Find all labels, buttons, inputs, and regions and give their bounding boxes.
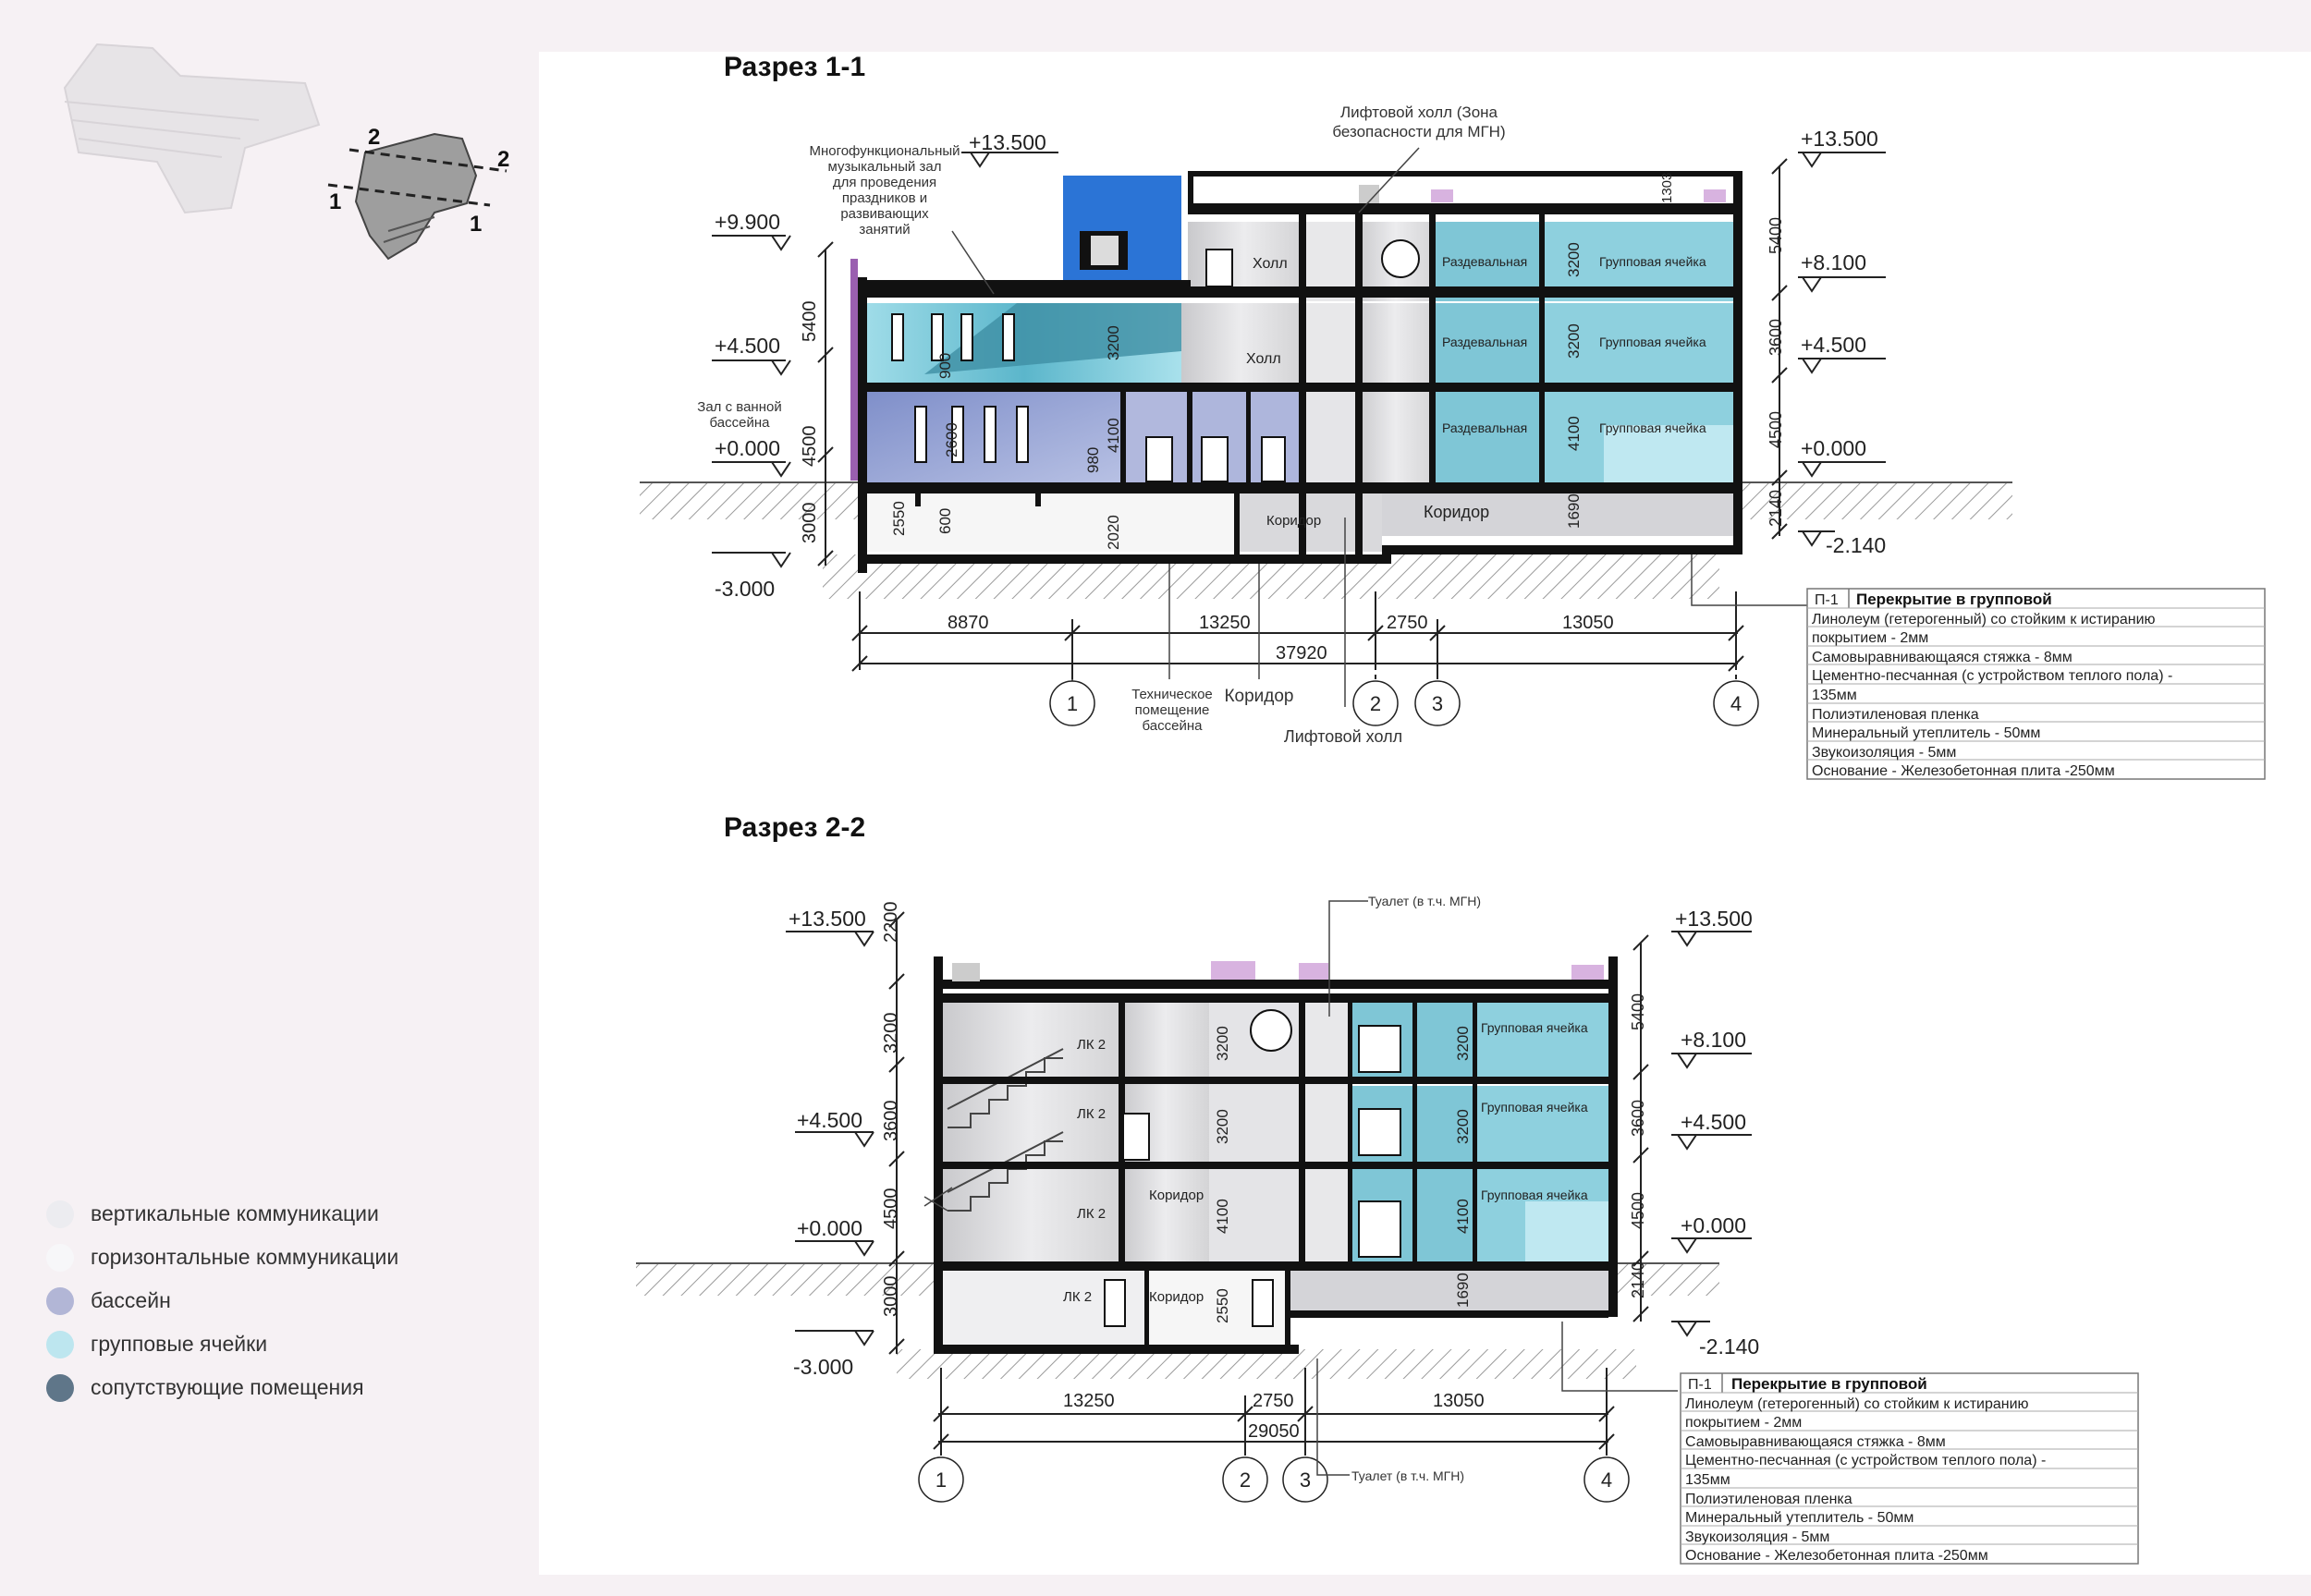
s2-dim-3200b: 3200: [1214, 1026, 1231, 1061]
s1-dim-4500b: 4500: [1767, 410, 1785, 448]
s2-dim-3000: 3000: [881, 1275, 901, 1317]
s1-callout-tech-0: Техническое: [1131, 687, 1213, 702]
room-label-corr-2: Коридор: [1424, 503, 1490, 521]
s2-spec-row-0: Линолеум (гетерогенный) со стойким к истиранию: [1685, 1396, 2029, 1412]
s1-axis-1: 1: [1066, 692, 1079, 715]
s1-dim-1303: 1303: [1659, 172, 1675, 203]
s2-spec-table: [1681, 1373, 2138, 1564]
s1-dim-900: 900: [936, 352, 954, 379]
s1-callout-tech-1: помещение: [1134, 702, 1210, 718]
s1-callout-lift-bottom: Лифтовой холл: [1283, 727, 1403, 746]
s1-level-4500-right: +4.500: [1801, 333, 1866, 357]
s2-level-0-right: +0.000: [1681, 1213, 1746, 1237]
s1-dim-1690: 1690: [1565, 493, 1583, 529]
s2-level-0-left: +0.000: [797, 1216, 862, 1240]
s2-level-top-right: +13.500: [1675, 907, 1753, 931]
s1-spec-row-3: Цементно-песчанная (с устройством теплого пола) -: [1812, 668, 2173, 684]
legend-item-pool: [46, 1279, 398, 1322]
s2-dim-4500b: 4500: [1629, 1191, 1647, 1229]
s2-room-lk-1: ЛК 2: [1077, 1206, 1107, 1222]
room-label-corr-1: Коридор: [1266, 513, 1322, 529]
room-razd-1: [1435, 388, 1543, 482]
s2-dim-4500a: 4500: [881, 1188, 901, 1229]
room-label-hall-top: Холл: [1253, 256, 1288, 272]
s1-spec-row-2: Самовыравнивающаяся стяжка - 8мм: [1812, 650, 2073, 665]
s1-callout-lift-top-1: безопасности для МГН): [1332, 123, 1506, 140]
s2-room-grp-3: [1477, 1003, 1608, 1078]
s1-level-m2140: -2.140: [1826, 533, 1887, 557]
s1-callout-music-1: музыкальный зал: [827, 159, 942, 175]
s2-spec-row-3: Цементно-песчанная (с устройством теплого пола) -: [1685, 1453, 2047, 1468]
s1-dim-5400a: 5400: [800, 300, 820, 342]
s2-hdim-13050: 13050: [1433, 1391, 1485, 1411]
s1-dim-5400b: 5400: [1767, 216, 1785, 254]
s2-spec-row-4: 135мм: [1685, 1472, 1730, 1488]
s2-level-top-left: +13.500: [789, 907, 866, 931]
s2-dim-4100b: 4100: [1454, 1199, 1472, 1234]
s1-callout-music-4: развивающих: [840, 206, 929, 222]
s1-axis-3: 3: [1431, 692, 1444, 715]
legend-label: сопутствующие помещения: [91, 1375, 364, 1399]
s1-dim-3000a: 3000: [800, 502, 820, 543]
key-plan: [65, 44, 509, 259]
s2-spec-row-6: Минеральный утеплитель - 50мм: [1685, 1510, 1914, 1526]
s2-room-corr-1: Коридор: [1149, 1188, 1204, 1203]
legend-label: горизонтальные коммуникации: [91, 1245, 399, 1269]
s1-level-top-right: +13.500: [1801, 127, 1878, 151]
s2-dim-4100a: 4100: [1214, 1199, 1231, 1234]
s2-callout-toilet-bottom: Туалет (в т.ч. МГН): [1351, 1468, 1465, 1483]
s1-spec-row-4: 135мм: [1812, 688, 1857, 703]
s1-level-0-right: +0.000: [1801, 436, 1866, 460]
s2-room-lk-4: ЛК 2: [1063, 1289, 1093, 1305]
s2-axis-1: 1: [935, 1468, 948, 1492]
legend: [46, 1192, 398, 1409]
s2-dim-3200a: 3200: [881, 1012, 901, 1054]
s2-dim-3200c: 3200: [1214, 1109, 1231, 1144]
keyplan-building-main: [65, 44, 319, 213]
s2-dim-3200d: 3200: [1454, 1026, 1472, 1061]
s1-dim-4100a: 4100: [1105, 418, 1122, 453]
s2-dim-3600b: 3600: [1629, 1099, 1647, 1137]
s1-level-top-left: +13.500: [969, 130, 1046, 154]
s1-dim-3200b: 3200: [1565, 242, 1583, 277]
s1-callout-pool-1: бассейна: [709, 415, 770, 431]
keyplan-label-1-right: 1: [470, 212, 483, 237]
s2-hdim-13250: 13250: [1063, 1391, 1115, 1411]
s1-dim-2600: 2600: [943, 422, 960, 457]
legend-item-service: [46, 1366, 398, 1409]
s2-spec-row-8: Основание - Железобетонная плита -250мм: [1685, 1548, 1988, 1564]
s2-dim-2140: 2140: [1629, 1261, 1647, 1298]
legend-swatch: [46, 1331, 74, 1358]
section-2-2: [636, 812, 2138, 1564]
s1-spec-title: Перекрытие в групповой: [1856, 591, 2052, 608]
keyplan-label-1-left: 1: [329, 189, 342, 214]
s1-spec-row-1: покрытием - 2мм: [1812, 630, 1929, 646]
s2-spec-title: Перекрытие в групповой: [1731, 1375, 1927, 1393]
s1-callout-pool-0: Зал с ванной: [697, 399, 782, 415]
section-1-1: [640, 52, 2265, 779]
s1-level-4500-left: +4.500: [715, 334, 780, 358]
s2-axis-4: 4: [1600, 1468, 1613, 1492]
s1-dim-2020: 2020: [1105, 515, 1122, 550]
s2-dim-1690: 1690: [1454, 1273, 1472, 1308]
room-label-grp-3: Групповая ячейка: [1599, 254, 1706, 269]
s1-hdim-2750: 2750: [1387, 613, 1428, 633]
s1-spec-table: [1807, 589, 2265, 779]
s2-level-4500-right: +4.500: [1681, 1110, 1746, 1134]
room-label-razd-1: Раздевальная: [1442, 420, 1528, 435]
s1-spec-row-7: Звукоизоляция - 5мм: [1812, 745, 1957, 761]
s1-dim-3200a: 3200: [1105, 325, 1122, 360]
legend-label: вертикальные коммуникации: [91, 1201, 379, 1225]
s1-dim-2550: 2550: [890, 501, 908, 536]
s2-dim-2200: 2200: [881, 901, 901, 943]
s1-spec-row-6: Минеральный утеплитель - 50мм: [1812, 725, 2041, 741]
s2-level-m2140: -2.140: [1699, 1334, 1760, 1358]
s1-level-m3000: -3.000: [715, 577, 776, 601]
s1-spec-row-8: Основание - Железобетонная плита -250мм: [1812, 763, 2115, 779]
legend-item-groups: [46, 1322, 398, 1366]
s2-room-grp-label-3: Групповая ячейка: [1481, 1020, 1588, 1035]
s1-dim-980: 980: [1084, 446, 1102, 473]
s1-callout-music-0: Многофункциональный: [809, 143, 960, 159]
s1-level-8100: +8.100: [1801, 250, 1866, 274]
s2-dim-2550: 2550: [1214, 1288, 1231, 1323]
s1-callout-tech-2: бассейна: [1142, 718, 1203, 734]
keyplan-label-2-right: 2: [497, 147, 510, 172]
s1-hdim-13050: 13050: [1562, 613, 1614, 633]
s2-room-grp-2: [1477, 1086, 1608, 1162]
s1-callout-music-5: занятий: [859, 222, 911, 238]
legend-item-horizontal: [46, 1236, 398, 1279]
s2-room-lk-3: ЛК 2: [1077, 1037, 1107, 1053]
s1-callout-music-2: для проведения: [832, 175, 937, 190]
s2-spec-row-7: Звукоизоляция - 5мм: [1685, 1529, 1830, 1545]
s1-dim-3600: 3600: [1767, 318, 1785, 356]
s1-spec-code: П-1: [1815, 592, 1839, 608]
s2-dim-3200e: 3200: [1454, 1109, 1472, 1144]
s2-spec-row-1: покрытием - 2мм: [1685, 1415, 1803, 1431]
legend-swatch: [46, 1287, 74, 1315]
s1-level-0-left: +0.000: [715, 436, 780, 460]
s2-dim-5400: 5400: [1629, 993, 1647, 1030]
legend-swatch: [46, 1374, 74, 1402]
s2-dim-3600a: 3600: [881, 1100, 901, 1141]
s1-level-9900: +9.900: [715, 210, 780, 234]
s2-room-grp-label-2: Групповая ячейка: [1481, 1100, 1588, 1115]
s1-hdim-13250: 13250: [1199, 613, 1251, 633]
s2-hdim-29050: 29050: [1248, 1421, 1300, 1442]
s1-hdim-8870: 8870: [948, 613, 989, 633]
s2-spec-row-2: Самовыравнивающаяся стяжка - 8мм: [1685, 1434, 1946, 1450]
s2-axis-2: 2: [1239, 1468, 1252, 1492]
s1-callout-corridor: Коридор: [1224, 687, 1294, 706]
legend-label: бассейн: [91, 1288, 171, 1312]
s2-hdim-2750: 2750: [1253, 1391, 1294, 1411]
s1-dim-3200c: 3200: [1565, 323, 1583, 359]
s1-dim-4500a: 4500: [800, 425, 820, 467]
s2-room-corr-2: Коридор: [1149, 1289, 1204, 1305]
s2-room-grp-label-1: Групповая ячейка: [1481, 1188, 1588, 1202]
legend-swatch: [46, 1244, 74, 1272]
keyplan-label-2-left: 2: [368, 125, 381, 150]
legend-item-vertical: [46, 1192, 398, 1236]
s1-dim-2140: 2140: [1767, 489, 1785, 527]
room-label-hall-mid: Холл: [1246, 351, 1281, 367]
s2-level-8100: +8.100: [1681, 1028, 1746, 1052]
s1-callout-music-3: праздников и: [841, 190, 928, 206]
s2-room-lk-2: ЛК 2: [1077, 1106, 1107, 1122]
s2-callout-toilet-top: Туалет (в т.ч. МГН): [1368, 894, 1482, 908]
room-label-razd-2: Раздевальная: [1442, 335, 1528, 349]
s1-hdim-37920: 37920: [1276, 643, 1327, 664]
s1-axis-2: 2: [1369, 692, 1382, 715]
s1-dim-4100b: 4100: [1565, 416, 1583, 451]
s1-axis-4: 4: [1730, 692, 1742, 715]
s2-level-4500-left: +4.500: [797, 1108, 862, 1132]
s1-callout-lift-top-0: Лифтовой холл (Зона: [1339, 104, 1498, 121]
s2-level-m3000: -3.000: [793, 1355, 854, 1379]
legend-swatch: [46, 1200, 74, 1228]
room-label-razd-3: Раздевальная: [1442, 254, 1528, 269]
room-label-grp-2: Групповая ячейка: [1599, 335, 1706, 349]
legend-label: групповые ячейки: [91, 1332, 268, 1356]
s1-spec-row-5: Полиэтиленовая пленка: [1812, 707, 1979, 723]
s1-dim-600: 600: [936, 507, 954, 534]
section1-title: Разрез 1-1: [724, 52, 866, 82]
s2-axis-3: 3: [1299, 1468, 1312, 1492]
s1-spec-row-0: Линолеум (гетерогенный) со стойким к истиранию: [1812, 612, 2156, 627]
room-label-grp-1: Групповая ячейка: [1599, 420, 1706, 435]
s2-spec-code: П-1: [1688, 1377, 1712, 1393]
section2-title: Разрез 2-2: [724, 812, 866, 843]
s2-spec-row-5: Полиэтиленовая пленка: [1685, 1492, 1852, 1507]
